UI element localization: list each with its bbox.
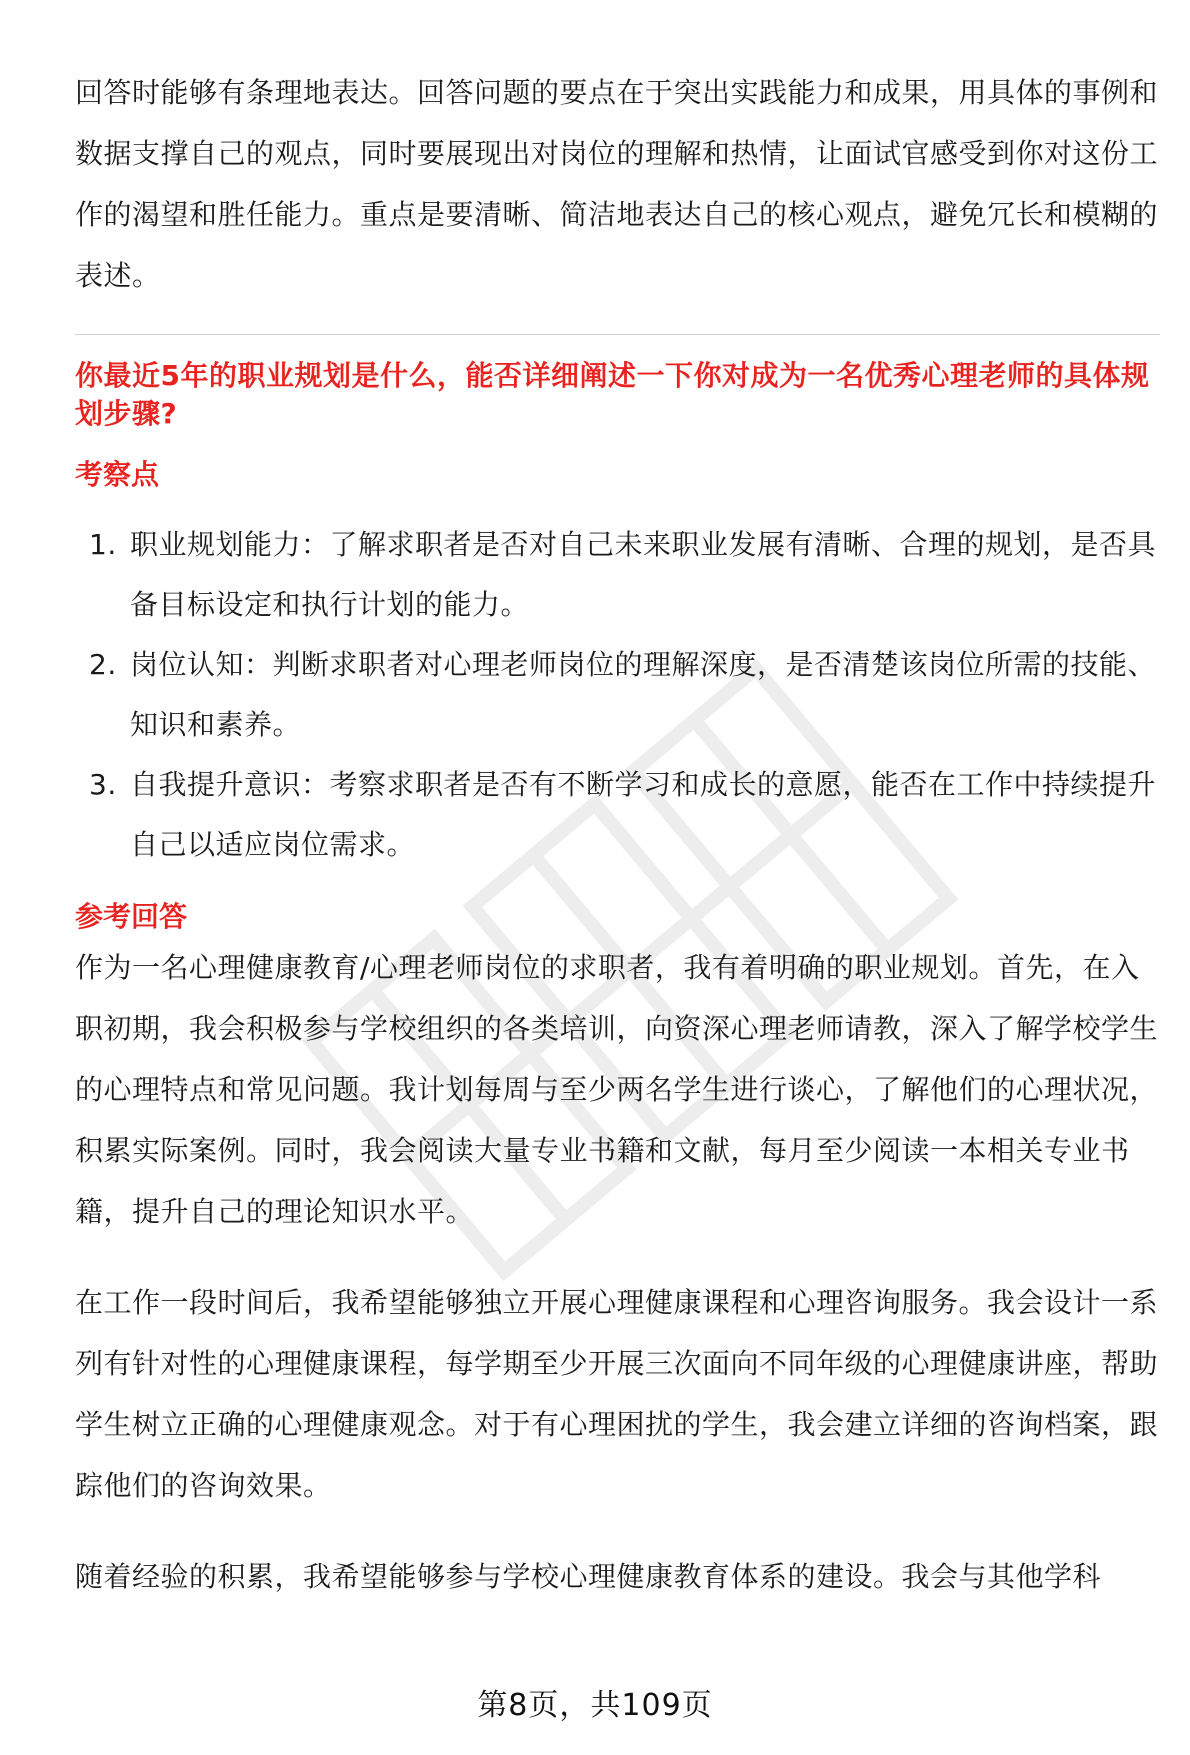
page-content <box>75 62 1160 1607</box>
page-number-footer: 第8页，共109页 <box>477 1688 713 1723</box>
question-heading: 你最近5年的职业规划是什么，能否详细阐述一下你对成为一名优秀心理老师的具体规划步骤? <box>75 359 1150 430</box>
list-item-text: 自我提升意识：考察求职者是否有不断学习和成长的意愿，能否在工作中持续提升自己以适应岗位需求。 <box>130 768 1157 861</box>
list-item <box>75 635 1160 755</box>
list-item <box>75 515 1160 635</box>
intro-paragraph: 回答时能够有条理地表达。回答问题的要点在于突出实践能力和成果，用具体的事例和数据支撑自己的观点，同时要展现出对岗位的理解和热情，让面试官感受到你对这份工作的渴望和胜任能力。重点是要清晰、简洁地表达自己的核心观点，避免冗长和模糊的表述。 <box>75 76 1159 292</box>
answer-paragraph: 在工作一段时间后，我希望能够独立开展心理健康课程和心理咨询服务。我会设计一系列有针对性的心理健康课程，每学期至少开展三次面向不同年级的心理健康讲座，帮助学生树立正确的心理健康观念。对于有心理困扰的学生，我会建立详细的咨询档案，跟踪他们的咨询效果。 <box>75 1286 1159 1502</box>
assessment-points-list <box>75 515 1160 875</box>
section-divider <box>75 334 1160 335</box>
list-item-number: 1. <box>89 528 117 561</box>
list-item-text: 职业规划能力：了解求职者是否对自己未来职业发展有清晰、合理的规划，是否具备目标设定和执行计划的能力。 <box>130 528 1157 621</box>
list-item-text: 岗位认知：判断求职者对心理老师岗位的理解深度，是否清楚该岗位所需的技能、知识和素养。 <box>130 648 1157 741</box>
list-item-number: 3. <box>89 768 117 801</box>
reference-answer-title: 参考回答 <box>75 900 188 933</box>
list-item-number: 2. <box>89 648 117 681</box>
list-item <box>75 755 1160 875</box>
assessment-points-title: 考察点 <box>75 458 160 491</box>
answer-paragraph: 随着经验的积累，我希望能够参与学校心理健康教育体系的建设。我会与其他学科 <box>75 1560 1102 1593</box>
answer-paragraph: 作为一名心理健康教育/心理老师岗位的求职者，我有着明确的职业规划。首先，在入职初期，我会积极参与学校组织的各类培训，向资深心理老师请教，深入了解学校学生的心理特点和常见问题。我计划每周与至少两名学生进行谈心，了解他们的心理状况，积累实际案例。同时，我会阅读大量专业书籍和文献，每月至少阅读一本相关专业书籍，提升自己的理论知识水平。 <box>75 951 1159 1228</box>
